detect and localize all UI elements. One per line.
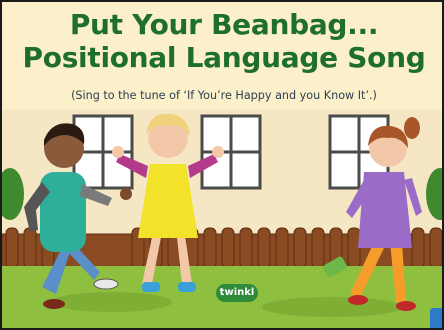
- twinkl-logo: twinkl: [216, 284, 258, 302]
- share-icon[interactable]: [430, 308, 444, 328]
- page-title-line2: Positional Language Song: [22, 41, 426, 74]
- subtitle: (Sing to the tune of ‘If You’re Happy and you Know It’.): [71, 89, 377, 102]
- window-middle: [202, 116, 260, 188]
- page-title-line1: Put Your Beanbag...: [69, 8, 379, 41]
